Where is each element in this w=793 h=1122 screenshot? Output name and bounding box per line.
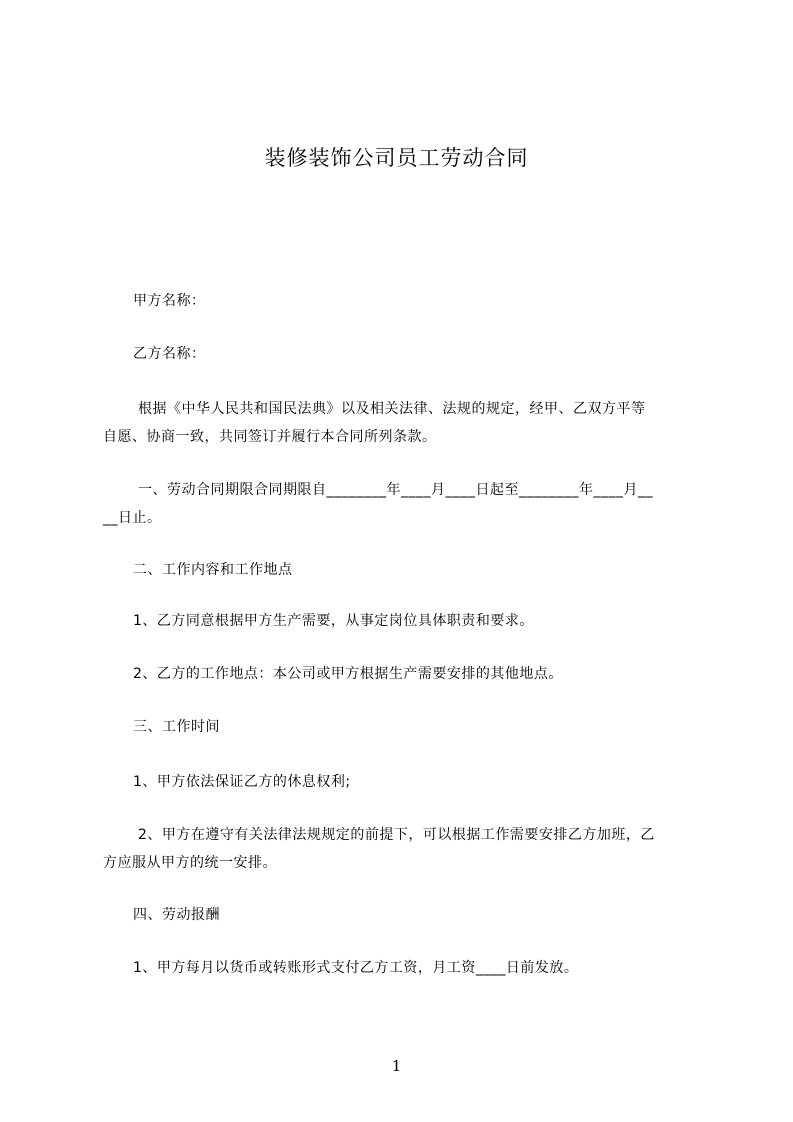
contract-term-line-1: 一、劳动合同期限合同期限自________年____月____日起至________年____月__ bbox=[138, 482, 653, 498]
section-4-item-1: 1、甲方每月以货币或转账形式支付乙方工资，月工资____日前发放。 bbox=[133, 960, 579, 976]
section-3-item-2 bbox=[103, 821, 713, 877]
section-3-item-2-line-1: 2、甲方在遵守有关法律法规规定的前提下，可以根据工作需要安排乙方加班，乙 bbox=[138, 827, 655, 843]
contract-term-line-2: __日止。 bbox=[103, 510, 162, 526]
preamble-line-1: 根据《中华人民共和国民法典》以及相关法律、法规的规定，经甲、乙双方平等 bbox=[138, 401, 646, 417]
section-3-heading: 三、工作时间 bbox=[133, 719, 220, 735]
contract-term-paragraph bbox=[103, 476, 713, 532]
section-3-item-2-line-2: 方应服从甲方的统一安排。 bbox=[103, 855, 277, 871]
document-title: 装修装饰公司员工劳动合同 bbox=[264, 146, 529, 170]
section-3-item-1: 1、甲方依法保证乙方的休息权利; bbox=[133, 774, 351, 790]
preamble-line-2: 自愿、协商一致，共同签订并履行本合同所列条款。 bbox=[103, 429, 437, 445]
section-2-item-2: 2、乙方的工作地点：本公司或甲方根据生产需要安排的其他地点。 bbox=[133, 666, 563, 682]
page-number: 1 bbox=[391, 1057, 402, 1075]
party-a-label: 甲方名称： bbox=[133, 293, 206, 309]
section-2-heading: 二、工作内容和工作地点 bbox=[133, 562, 293, 578]
preamble-paragraph bbox=[103, 395, 713, 451]
party-b-label: 乙方名称： bbox=[133, 346, 206, 362]
section-4-heading: 四、劳动报酬 bbox=[133, 907, 220, 923]
section-2-item-1: 1、乙方同意根据甲方生产需要，从事定岗位具体职责和要求。 bbox=[133, 613, 534, 629]
